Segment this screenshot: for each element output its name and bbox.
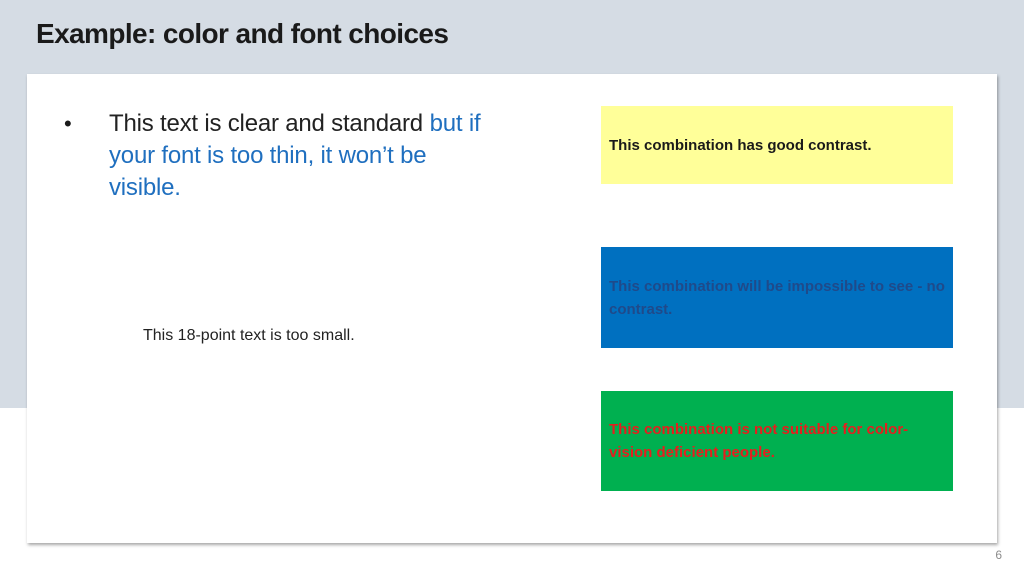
good-contrast-text: This combination has good contrast. [609,136,872,154]
page-number: 6 [995,548,1002,562]
bullet-text [109,108,489,204]
color-vision-text: This combination is not suitable for color-vision deficient people. [609,421,909,461]
clear-text-line: This text is clear and standard [109,110,423,137]
color-vision-box [601,391,953,491]
no-contrast-text: This combination will be impossible to see - no contrast. [609,277,945,318]
bullet-icon: • [64,111,72,136]
good-contrast-box [601,106,953,184]
slide-title: Example: color and font choices [36,18,449,49]
no-contrast-box [601,247,953,348]
small-text-note: This 18-point text is too small. [143,327,355,344]
thin-font-text: but if your font is too thin, it won’t be visible. [109,110,481,201]
